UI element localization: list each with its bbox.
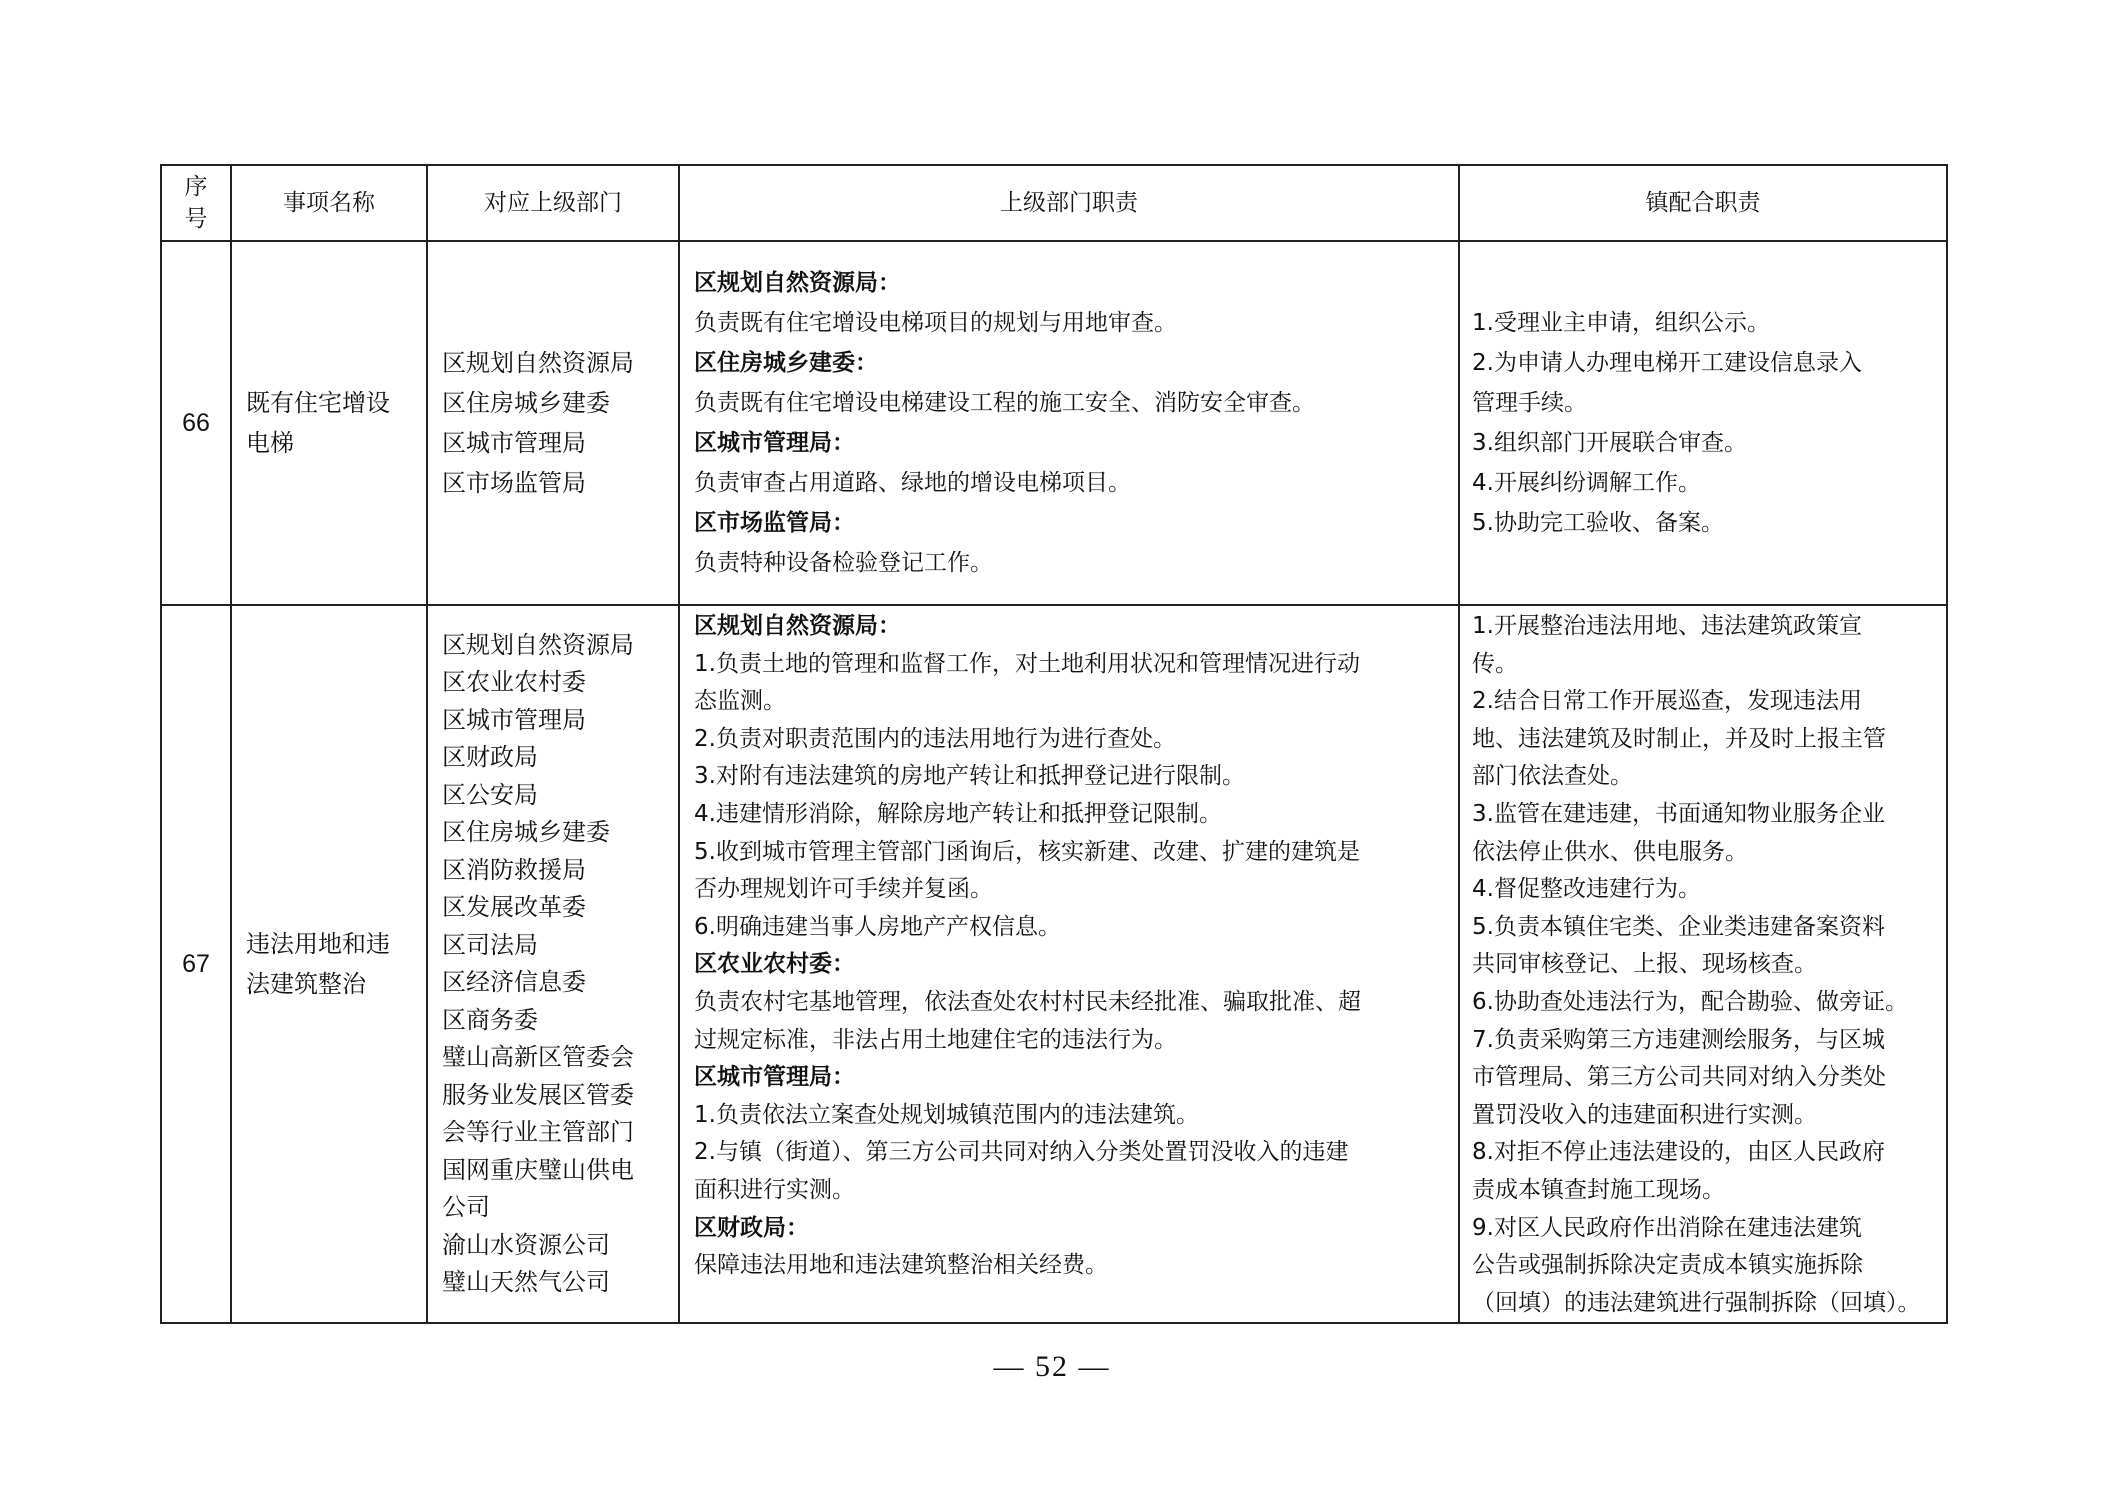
duty-line: 负责既有住宅增设电梯项目的规划与用地审查。 (694, 310, 1177, 336)
row-item-name: 既有住宅增设电梯 (231, 241, 427, 605)
duty-line: 2.与镇（街道）、第三方公司共同对纳入分类处置罚没收入的违建 (694, 1139, 1349, 1166)
town-duty-line: 管理手续。 (1472, 390, 1587, 416)
duty-line: 2.负责对职责范围内的违法用地行为进行查处。 (694, 725, 1176, 752)
row-upper-duty (679, 241, 1459, 605)
table-header-row (161, 165, 1947, 241)
duty-line: 负责农村宅基地管理，依法查处农村村民未经批准、骗取批准、超 (694, 988, 1361, 1015)
dept-item: 区城市管理局 (442, 705, 586, 734)
dept-heading: 区住房城乡建委： (694, 350, 878, 376)
header-item-name: 事项名称 (231, 165, 427, 241)
row-dept-list (427, 241, 679, 605)
row-upper-duty (679, 605, 1459, 1323)
town-duty-line: 7.负责采购第三方违建测绘服务，与区城 (1472, 1026, 1885, 1053)
duty-line: 保障违法用地和违法建筑整治相关经费。 (694, 1252, 1108, 1279)
duty-line: 态监测。 (694, 688, 786, 715)
duty-line: 4.违建情形消除，解除房地产转让和抵押登记限制。 (694, 800, 1222, 827)
town-duty-line: 公告或强制拆除决定责成本镇实施拆除 (1472, 1252, 1863, 1279)
row-dept-list (427, 605, 679, 1323)
town-duty-line: 5.负责本镇住宅类、企业类违建备案资料 (1472, 913, 1885, 940)
dept-item: 区商务委 (442, 1005, 538, 1034)
dept-item: 国网重庆璧山供电 (442, 1155, 634, 1184)
row-seq: 67 (161, 605, 231, 1323)
dept-item: 区住房城乡建委 (442, 389, 610, 417)
dept-heading: 区规划自然资源局： (694, 270, 901, 296)
town-duty-line: 1.受理业主申请，组织公示。 (1472, 310, 1770, 336)
town-duty-line: 8.对拒不停止违法建设的，由区人民政府 (1472, 1139, 1885, 1166)
table-row (161, 605, 1947, 1323)
dept-heading: 区城市管理局： (694, 1064, 855, 1091)
dept-heading: 区城市管理局： (694, 430, 855, 456)
town-duty-line: 地、违法建筑及时制止，并及时上报主管 (1472, 725, 1886, 752)
town-duty-line: 5.协助完工验收、备案。 (1472, 510, 1724, 536)
town-duty-line: 4.开展纠纷调解工作。 (1472, 470, 1701, 496)
town-duty-line: 4.督促整改违建行为。 (1472, 876, 1701, 903)
duty-table (160, 164, 1948, 1324)
dept-item: 区发展改革委 (442, 893, 586, 922)
dept-item: 区规划自然资源局 (442, 630, 634, 659)
dept-heading: 区财政局： (694, 1214, 809, 1241)
town-duty-line: 6.协助查处违法行为，配合勘验、做旁证。 (1472, 988, 1908, 1015)
duty-line: 5.收到城市管理主管部门函询后，核实新建、改建、扩建的建筑是 (694, 838, 1360, 865)
town-duty-line: 依法停止供水、供电服务。 (1472, 838, 1748, 865)
duty-line: 面积进行实测。 (694, 1176, 855, 1203)
duty-line: 负责特种设备检验登记工作。 (694, 550, 993, 576)
duty-line: 1.负责依法立案查处规划城镇范围内的违法建筑。 (694, 1101, 1199, 1128)
row-seq: 66 (161, 241, 231, 605)
dept-heading: 区规划自然资源局： (694, 613, 901, 639)
header-dept: 对应上级部门 (427, 165, 679, 241)
dept-item: 区城市管理局 (442, 429, 586, 457)
town-duty-line: 置罚没收入的违建面积进行实测。 (1472, 1101, 1817, 1128)
town-duty-line: 3.组织部门开展联合审查。 (1472, 430, 1747, 456)
dept-heading: 区农业农村委： (694, 951, 855, 978)
dept-item: 璧山天然气公司 (442, 1268, 610, 1297)
header-upper-duty: 上级部门职责 (679, 165, 1459, 241)
dept-item: 区农业农村委 (442, 668, 586, 697)
town-duty-line: 传。 (1472, 650, 1518, 677)
page-number: — 52 — (993, 1350, 1111, 1383)
row-town-duty (1459, 605, 1947, 1323)
dept-item: 区经济信息委 (442, 968, 586, 997)
dept-item: 服务业发展区管委 (442, 1080, 634, 1109)
duty-line: 3.对附有违法建筑的房地产转让和抵押登记进行限制。 (694, 763, 1245, 790)
header-seq: 序号 (161, 165, 231, 241)
dept-item: 区司法局 (442, 930, 538, 959)
header-town-duty: 镇配合职责 (1459, 165, 1947, 241)
dept-item: 区消防救援局 (442, 855, 586, 884)
duty-line: 1.负责土地的管理和监督工作，对土地利用状况和管理情况进行动 (694, 650, 1360, 677)
dept-item: 区财政局 (442, 743, 538, 772)
row-item-name: 违法用地和违法建筑整治 (231, 605, 427, 1323)
dept-item: 会等行业主管部门 (442, 1118, 634, 1147)
town-duty-line: 9.对区人民政府作出消除在建违法建筑 (1472, 1214, 1862, 1241)
dept-item: 渝山水资源公司 (442, 1230, 610, 1259)
row-town-duty (1459, 241, 1947, 605)
duty-line: 6.明确违建当事人房地产产权信息。 (694, 913, 1061, 940)
dept-item: 区公安局 (442, 780, 538, 809)
dept-heading: 区市场监管局： (694, 510, 855, 536)
duty-line: 负责既有住宅增设电梯建设工程的施工安全、消防安全审查。 (694, 390, 1315, 416)
town-duty-line: 2.结合日常工作开展巡查，发现违法用 (1472, 688, 1862, 715)
town-duty-line: 共同审核登记、上报、现场核查。 (1472, 951, 1817, 978)
duty-line: 过规定标准，非法占用土地建住宅的违法行为。 (694, 1026, 1177, 1053)
dept-item: 公司 (442, 1193, 490, 1222)
town-duty-line: 3.监管在建违建，书面通知物业服务企业 (1472, 800, 1885, 827)
dept-item: 区住房城乡建委 (442, 818, 610, 847)
dept-item: 璧山高新区管委会 (442, 1043, 634, 1072)
duty-line: 否办理规划许可手续并复函。 (694, 876, 993, 903)
duty-line: 负责审查占用道路、绿地的增设电梯项目。 (694, 470, 1131, 496)
town-duty-line: 1.开展整治违法用地、违法建筑政策宣 (1472, 613, 1862, 639)
dept-item: 区市场监管局 (442, 469, 586, 497)
town-duty-line: 市管理局、第三方公司共同对纳入分类处 (1472, 1064, 1886, 1091)
town-duty-line: 责成本镇查封施工现场。 (1472, 1176, 1725, 1203)
table-row (161, 241, 1947, 605)
town-duty-line: （回填）的违法建筑进行强制拆除（回填）。 (1472, 1289, 1921, 1316)
dept-item: 区规划自然资源局 (442, 349, 634, 377)
town-duty-line: 2.为申请人办理电梯开工建设信息录入 (1472, 350, 1862, 376)
town-duty-line: 部门依法查处。 (1472, 763, 1633, 790)
